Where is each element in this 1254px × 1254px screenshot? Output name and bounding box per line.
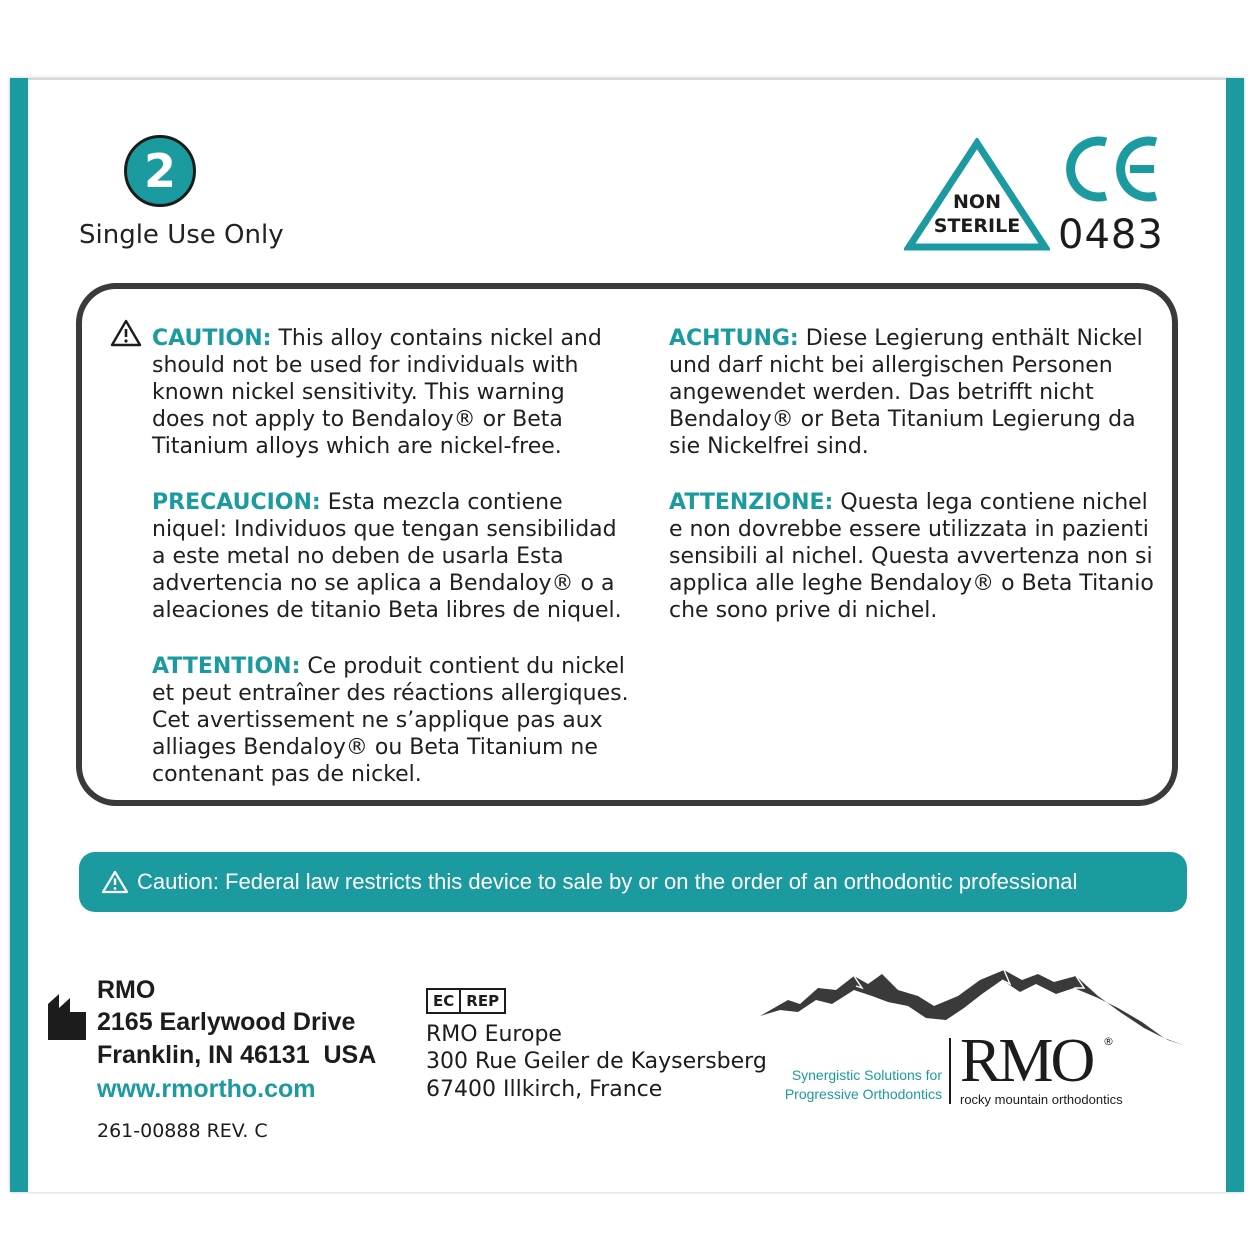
logo-subtitle: rocky mountain orthodontics xyxy=(960,1092,1123,1107)
non-sterile-line1: NON xyxy=(953,191,1001,213)
warning-french-body: Ce produit contient du nickel et peut entraîner des réactions allergiques. Cet avertissement ne s’applique pas aux alliages Bendaloy® ou Beta Titanium ne contenant pas de nickel. xyxy=(152,654,629,787)
logo-divider xyxy=(949,1038,951,1104)
warning-german-body: Diese Legierung enthält Nickel und darf nicht bei allergischen Personen angewendet werden. Das betrifft nicht Bendaloy® or Beta Titanium Legierung da sie Nickelfrei sind. xyxy=(669,326,1143,459)
manufacturer-factory-icon xyxy=(46,990,88,1044)
ec-rep-label-rep: REP xyxy=(459,990,504,1012)
warning-french-heading: ATTENTION: xyxy=(152,654,301,679)
warning-spanish xyxy=(152,489,632,624)
logo-wordmark: RMO xyxy=(960,1027,1093,1095)
do-not-reuse-number: 2 xyxy=(143,144,176,198)
warning-french xyxy=(152,653,632,788)
ec-rep-symbol xyxy=(426,988,506,1014)
federal-caution-bar xyxy=(79,852,1187,912)
label-right-teal-edge xyxy=(1226,78,1244,1192)
ce-notified-body-number: 0483 xyxy=(1058,212,1164,258)
manufacturer-website-link[interactable]: www.rmortho.com xyxy=(97,1075,316,1103)
logo-tagline xyxy=(758,1066,942,1104)
warning-german-heading: ACHTUNG: xyxy=(669,326,799,351)
nickel-warnings-box xyxy=(76,283,1178,806)
warning-spanish-body: Esta mezcla contiene niquel: Individuos que tengan sensibilidad a este metal no deben de usarla Esta advertencia no se aplica a Bendaloy® o a aleaciones de titanio Beta libres de niquel. xyxy=(152,490,622,623)
ec-rep-address-line2: 67400 Illkirch, France xyxy=(426,1077,663,1102)
warning-italian xyxy=(669,489,1159,624)
warning-triangle-icon xyxy=(110,319,142,351)
do-not-reuse-icon xyxy=(124,135,196,207)
ce-mark-icon xyxy=(1062,134,1162,208)
manufacturer-address-line1: 2165 Earlywood Drive xyxy=(97,1008,356,1036)
logo-tagline-line1: Synergistic Solutions for xyxy=(791,1067,942,1083)
logo-tagline-line2: Progressive Orthodontics xyxy=(784,1086,942,1102)
ec-rep-address-line1: 300 Rue Geiler de Kaysersberg xyxy=(426,1049,767,1074)
warning-english-body: This alloy contains nickel and should not be used for individuals with known nickel sensitivity. This warning does not apply to Bendaloy® or Beta Titanium alloys which are nickel-free. xyxy=(152,326,602,459)
single-use-label: Single Use Only xyxy=(79,220,284,250)
label-left-teal-edge xyxy=(10,78,28,1192)
ec-rep-label-ec: EC xyxy=(433,992,455,1010)
warning-english xyxy=(152,325,622,460)
warning-english-heading: CAUTION: xyxy=(152,326,272,351)
warning-italian-heading: ATTENZIONE: xyxy=(669,490,834,515)
non-sterile-line2: STERILE xyxy=(933,215,1021,237)
manufacturer-address-line2: Franklin, IN 46131 USA xyxy=(97,1041,377,1069)
warning-german xyxy=(669,325,1159,460)
warning-triangle-icon xyxy=(101,870,129,894)
manufacturer-name: RMO xyxy=(97,976,156,1004)
label-top-edge xyxy=(10,78,1244,80)
warning-italian-body: Questa lega contiene nichel e non dovrebbe essere utilizzata in pazienti sensibili al nichel. Questa avvertenza non si applica alle leghe Bendaloy® o Beta Titanio che sono prive di nichel. xyxy=(669,490,1154,623)
non-sterile-icon xyxy=(904,138,1050,252)
package-label xyxy=(10,78,1244,1192)
document-reference-number: 261-00888 REV. C xyxy=(97,1120,268,1142)
logo-registered-mark: ® xyxy=(1103,1035,1114,1048)
ec-rep-name: RMO Europe xyxy=(426,1022,562,1047)
warning-spanish-heading: PRECAUCION: xyxy=(152,490,321,515)
federal-caution-text: Caution: Federal law restricts this device to sale by or on the order of an orthodontic professional xyxy=(137,869,1078,894)
